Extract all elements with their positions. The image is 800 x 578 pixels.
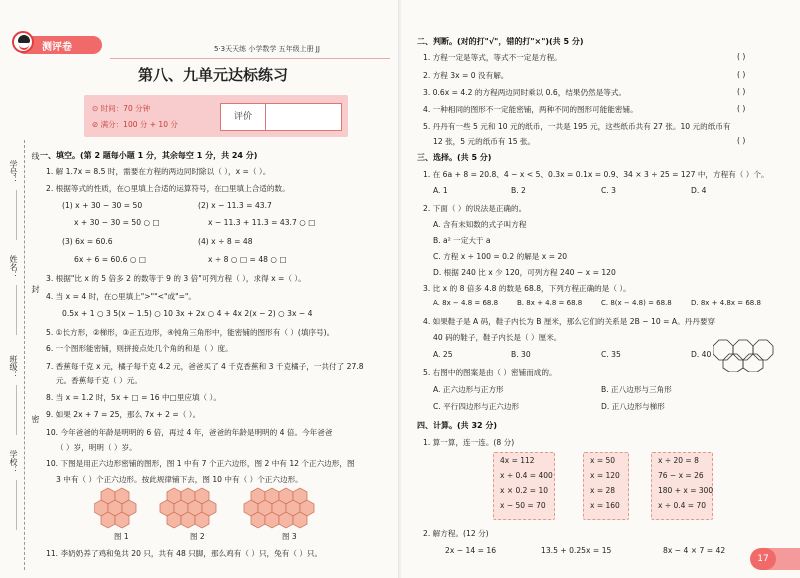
octagon-tiling-figure	[713, 336, 785, 372]
test-badge	[16, 36, 102, 54]
equation-item[interactable]: 4x = 112	[500, 456, 535, 465]
question-1-5: 5. ①长方形，②梯形，③正五边形，④钝角三角形中，能密铺的图形有（ ）(填序号)。	[46, 328, 335, 337]
solution-item[interactable]: x = 160	[590, 501, 620, 510]
page-number: 17	[750, 548, 776, 570]
evaluation-label: 评价	[221, 104, 266, 130]
choice-3-option-d[interactable]: D. 8x + 4.8x = 68.8	[691, 299, 761, 307]
student-name-line	[16, 285, 17, 335]
choice-2: 2. 下面（ ）的说法是正确的。	[423, 204, 527, 213]
choice-1-option-d[interactable]: D. 4	[691, 186, 707, 195]
q2-part-4: (4) x ÷ 8 = 48	[198, 237, 253, 246]
judge-5-cont: 12 张，5 元的纸币有 15 张。	[433, 137, 536, 146]
judge-2-answer[interactable]: ( )	[737, 70, 746, 79]
choice-5-option-a[interactable]: A. 正六边形与正方形	[433, 385, 504, 394]
equation-item[interactable]: 180 + x = 300	[658, 486, 714, 495]
choice-4: 4. 如果鞋子是 A 码，鞋子内长为 B 厘米，那么它们的关系是 2B − 10 = A。丹丹要穿	[423, 317, 716, 326]
right-page	[401, 0, 800, 578]
choice-5-option-b[interactable]: B. 正八边形与三角形	[601, 385, 672, 394]
choice-4-cont: 40 码的鞋子，鞋子内长是（ ）厘米。	[433, 333, 562, 342]
q4-comparisons[interactable]: 0.5x + 1 ○ 3 5(x − 1.5) ○ 10 3x + 2x ○ 4 + 4x 2(x − 2) ○ 3x − 4	[62, 309, 313, 318]
question-1-11: 10. 下图是用正六边形密铺的图形，图 1 中有 7 个正六边形，图 2 中有 12 个正六边形，图	[46, 459, 355, 468]
time-info: ⊙ 时间：70 分钟	[92, 104, 151, 113]
solution-item[interactable]: x = 28	[590, 486, 616, 495]
figure-3-label: 图 3	[282, 532, 297, 541]
choice-1-option-a[interactable]: A. 1	[433, 186, 448, 195]
judge-5-answer[interactable]: ( )	[737, 136, 746, 145]
question-1-12: 11. 李奶奶养了鸡和兔共 20 只，共有 48 只脚，那么鸡有（ ）只，兔有（ ）只。	[46, 549, 323, 558]
question-1-3: 3. 根据"比 x 的 5 倍多 2 的数等于 9 的 3 倍"可列方程（ ），求得 x =（ ）。	[46, 274, 306, 283]
choice-4-option-c[interactable]: C. 35	[601, 350, 621, 359]
question-1-9: 9. 如果 2x + 7 = 25，那么 7x + 2 =（ ）。	[46, 410, 201, 419]
seal-char-1: 线	[31, 152, 40, 160]
calc-1-label: 1. 算一算，连一连。(8 分)	[423, 438, 515, 447]
student-name-label: 姓名：	[9, 255, 18, 279]
school-line	[16, 480, 17, 530]
question-1-10-cont: （ ）岁，明明（ ）岁。	[56, 443, 137, 452]
choice-4-option-b[interactable]: B. 30	[511, 350, 531, 359]
school-label: 学校：	[9, 450, 18, 474]
judge-3: 3. 0.6x = 4.2 的方程两边同时乘以 0.6，结果仍然是等式。	[423, 88, 627, 97]
q2-part-2-work[interactable]: x − 11.3 + 11.3 = 43.7 ○ □	[208, 218, 316, 227]
choice-4-option-a[interactable]: A. 25	[433, 350, 453, 359]
figure-1-label: 图 1	[114, 532, 129, 541]
seal-char-3: 密	[31, 415, 40, 423]
choice-3-option-c[interactable]: C. 8(x − 4.8) = 68.8	[601, 299, 672, 307]
judge-1: 1. 方程一定是等式，等式不一定是方程。	[423, 53, 562, 62]
equation-item[interactable]: 76 − x = 26	[658, 471, 704, 480]
solve-equation-2[interactable]: 13.5 + 0.25x = 15	[541, 546, 612, 555]
info-box	[84, 95, 348, 137]
equation-item[interactable]: x − 50 = 70	[500, 501, 546, 510]
student-number-label: 学号：	[9, 160, 18, 184]
question-1-6: 6. 一个图形能密铺，则拼接点处几个角的和是（ ）度。	[46, 344, 233, 353]
choice-2-option-a[interactable]: A. 含有未知数的式子叫方程	[433, 220, 527, 229]
figure-1-hexagons	[94, 488, 136, 528]
choice-1-option-c[interactable]: C. 3	[601, 186, 616, 195]
calc-2-label: 2. 解方程。(12 分)	[423, 529, 489, 538]
choice-5-option-c[interactable]: C. 平行四边形与正六边形	[433, 402, 520, 411]
choice-5: 5. 右图中的图案是由（ ）密铺而成的。	[423, 368, 557, 377]
choice-2-option-c[interactable]: C. 方程 x ÷ 100 = 0.2 的解是 x = 20	[433, 252, 568, 261]
section-1-heading: 一、填空。(第 2 题每小题 1 分，其余每空 1 分，共 24 分)	[40, 151, 258, 160]
question-1-1: 1. 解 1.7x = 8.5 时，需要在方程的两边同时除以（ ），x =（ ）。	[46, 167, 271, 176]
solution-item[interactable]: x = 120	[590, 471, 620, 480]
question-1-10: 10. 今年爸爸的年龄是明明的 6 倍，再过 4 年，爸爸的年龄是明明的 4 倍。今年爸爸	[46, 428, 333, 437]
judge-2: 2. 方程 3x = 0 没有解。	[423, 71, 509, 80]
student-face-icon	[12, 31, 34, 53]
equation-item[interactable]: x × 0.2 = 10	[500, 486, 549, 495]
section-3-heading: 三、选择。(共 5 分)	[417, 153, 492, 162]
judge-4: 4. 一种相同的图形不一定能密铺，两种不同的图形可能能密铺。	[423, 105, 638, 114]
cut-line	[24, 140, 25, 570]
solution-item[interactable]: x = 50	[590, 456, 616, 465]
choice-1: 1. 在 6a + 8 = 20.8、4 − x < 5、0.3x = 0.1x = 0.9、34 × 3 ÷ 25 = 127 中，方程有（ ）个。	[423, 170, 769, 179]
choice-2-option-d[interactable]: D. 根据 240 比 x 少 120，可列方程 240 − x = 120	[433, 268, 616, 277]
equations-box-right	[651, 452, 713, 520]
choice-3: 3. 比 x 的 8 倍多 4.8 的数是 68.8，下列方程正确的是（ ）。	[423, 284, 631, 293]
choice-5-option-d[interactable]: D. 正八边形与梯形	[601, 402, 665, 411]
q2-part-1: (1) x + 30 − 30 = 50	[62, 201, 143, 210]
student-number-line	[16, 190, 17, 240]
solve-equation-1[interactable]: 2x − 14 = 16	[445, 546, 497, 555]
q2-part-4-work[interactable]: x ÷ 8 ○ □ = 48 ○ □	[208, 255, 287, 264]
judge-1-answer[interactable]: ( )	[737, 52, 746, 61]
choice-1-option-b[interactable]: B. 2	[511, 186, 526, 195]
q2-part-3-work[interactable]: 6x ÷ 6 = 60.6 ○ □	[74, 255, 147, 264]
evaluation-box[interactable]	[220, 103, 342, 131]
figure-2-hexagons	[160, 488, 216, 528]
q2-part-2: (2) x − 11.3 = 43.7	[198, 201, 272, 210]
choice-3-option-b[interactable]: B. 8x + 4.8 = 68.8	[517, 299, 583, 307]
choice-2-option-b[interactable]: B. a² 一定大于 a	[433, 236, 491, 245]
question-1-4: 4. 当 x = 4 时，在○里填上">""<"或"="。	[46, 292, 197, 301]
judge-4-answer[interactable]: ( )	[737, 104, 746, 113]
choice-4-option-d[interactable]: D. 40	[691, 350, 712, 359]
question-1-8: 8. 当 x = 1.2 时，5x + □ = 16 中□里应填（ ）。	[46, 393, 221, 402]
section-2-heading: 二、判断。(对的打"√"，错的打"×")(共 5 分)	[417, 37, 584, 46]
q2-part-3: (3) 6x = 60.6	[62, 237, 113, 246]
page-title: 第八、九单元达标练习	[138, 66, 289, 84]
figure-3-hexagons	[244, 488, 314, 528]
question-1-7: 7. 香蕉每千克 x 元，橘子每千克 4.2 元，爸爸买了 4 千克香蕉和 3 千克橘子，一共付了 27.8	[46, 362, 364, 371]
question-1-11-cont: 3 中有（ ）个正六边形。按此规律铺下去，图 10 中有（ ）个正六边形。	[56, 475, 303, 484]
judge-3-answer[interactable]: ( )	[737, 87, 746, 96]
score-info: ⊘ 满分：100 分 + 10 分	[92, 120, 178, 129]
equation-item[interactable]: x ÷ 20 = 8	[658, 456, 699, 465]
choice-3-option-a[interactable]: A. 8x − 4.8 = 68.8	[433, 299, 499, 307]
judge-5: 5. 丹丹有一些 5 元和 10 元的纸币，一共是 195 元，这些纸币共有 27 张。10 元的纸币有	[423, 122, 731, 131]
equation-item[interactable]: x ÷ 0.4 = 70	[658, 501, 707, 510]
section-4-heading: 四、计算。(共 32 分)	[417, 421, 498, 430]
question-1-2: 2. 根据等式的性质，在○里填上合适的运算符号，在□里填上合适的数。	[46, 184, 290, 193]
seal-char-2: 封	[31, 285, 40, 293]
equation-item[interactable]: x ÷ 0.4 = 400	[500, 471, 553, 480]
badge-label: 测评卷	[42, 42, 72, 53]
solutions-box	[583, 452, 629, 520]
equations-box-left	[493, 452, 555, 520]
class-line	[16, 385, 17, 435]
left-page	[0, 0, 399, 578]
figure-2-label: 图 2	[190, 532, 205, 541]
question-1-7-cont: 元。香蕉每千克（ ）元。	[56, 376, 142, 385]
hexagon-tiling-figures	[94, 486, 384, 530]
header-rule	[110, 58, 390, 59]
q2-part-1-work[interactable]: x + 30 − 30 = 50 ○ □	[74, 218, 160, 227]
series-header: 5·3天天练 小学数学 五年级上册 JJ	[214, 45, 320, 53]
solve-equation-3[interactable]: 8x − 4 × 7 = 42	[663, 546, 726, 555]
class-label: 班级：	[9, 355, 18, 379]
